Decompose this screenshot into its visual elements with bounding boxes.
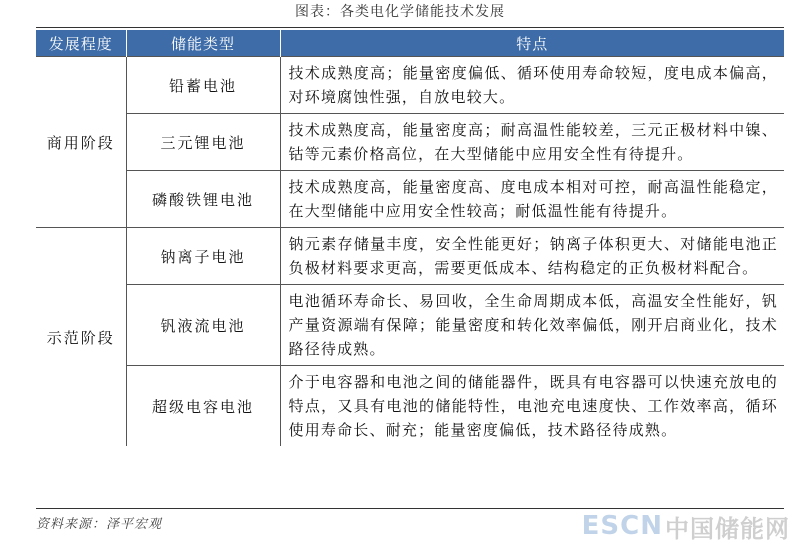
table-row xyxy=(36,114,784,171)
feature-cell: 技术成熟度高，能量密度高、度电成本相对可控，耐高温性能稳定，在大型储能中应用安全性较高；耐低温性能有待提升。 xyxy=(280,171,784,228)
table-row xyxy=(36,366,784,447)
table-title: 图表：各类电化学储能技术发展 xyxy=(295,4,505,20)
top-rule xyxy=(36,27,784,28)
header-feature: 特点 xyxy=(280,30,784,57)
type-cell: 超级电容电池 xyxy=(126,366,280,447)
table-row xyxy=(36,228,784,285)
watermark-logo xyxy=(582,508,790,544)
tech-table xyxy=(36,30,784,446)
header-stage: 发展程度 xyxy=(36,30,126,57)
type-cell: 钠离子电池 xyxy=(126,228,280,285)
feature-cell: 钠元素存储量丰度，安全性能更好；钠离子体积更大、对储能电池正负极材料要求更高，需要更低成本、结构稳定的正负极材料配合。 xyxy=(280,228,784,285)
feature-cell: 电池循环寿命长、易回收，全生命周期成本低，高温安全性能好，钒产量资源端有保障；能量密度和转化效率偏低，刚开启商业化，技术路径待成熟。 xyxy=(280,285,784,366)
source-note: 资料来源：泽平宏观 xyxy=(36,517,163,532)
table-row xyxy=(36,57,784,114)
feature-cell: 技术成熟度高；能量密度偏低、循环使用寿命较短，度电成本偏高，对环境腐蚀性强，自放电较大。 xyxy=(280,57,784,114)
stage-cell: 商用阶段 xyxy=(36,57,126,228)
table-row xyxy=(36,171,784,228)
feature-cell: 技术成熟度高，能量密度高；耐高温性能较差，三元正极材料中镍、钴等元素价格高位，在大型储能中应用安全性有待提升。 xyxy=(280,114,784,171)
watermark-cn: 中国储能网 xyxy=(665,514,790,543)
stage-cell: 示范阶段 xyxy=(36,228,126,447)
feature-cell: 介于电容器和电池之间的储能器件，既具有电容器可以快速充放电的特点，又具有电池的储能特性，电池充电速度快、工作效率高，循环使用寿命长、耐充；能量密度偏低，技术路径待成熟。 xyxy=(280,366,784,447)
type-cell: 三元锂电池 xyxy=(126,114,280,171)
type-cell: 钒液流电池 xyxy=(126,285,280,366)
type-cell: 磷酸铁锂电池 xyxy=(126,171,280,228)
header-type: 储能类型 xyxy=(126,30,280,57)
header-row xyxy=(36,30,784,57)
watermark-en: ESCN xyxy=(581,511,663,541)
table-row xyxy=(36,285,784,366)
type-cell: 铅蓄电池 xyxy=(126,57,280,114)
